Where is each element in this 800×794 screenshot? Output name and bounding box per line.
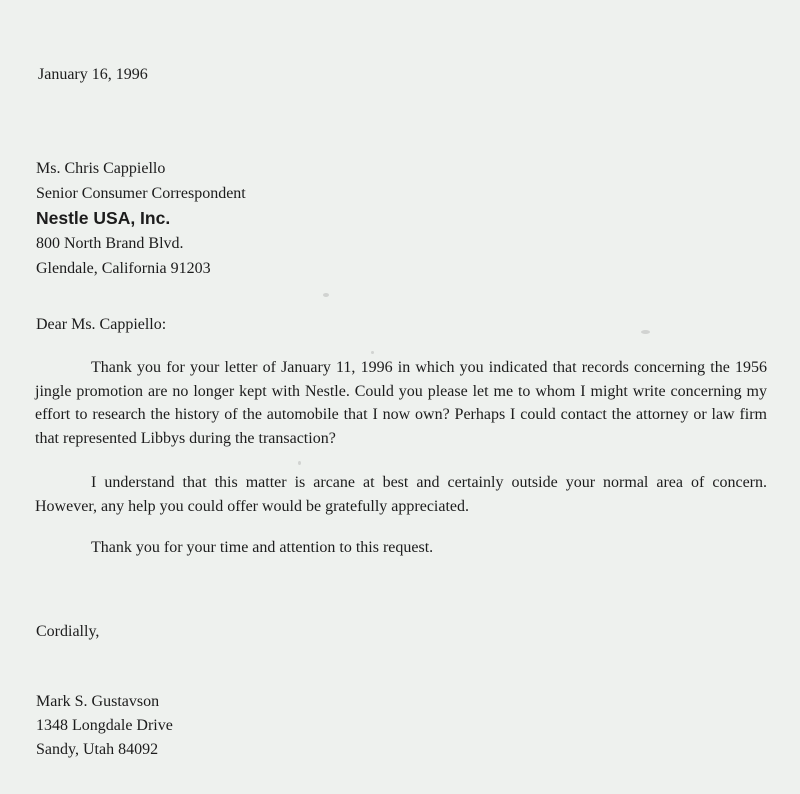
recipient-street: 800 North Brand Blvd.: [36, 235, 184, 252]
body-paragraph-3: Thank you for your time and attention to this request.: [91, 539, 434, 556]
sender-city: Sandy, Utah 84092: [36, 741, 159, 758]
recipient-city: Glendale, California 91203: [36, 260, 211, 277]
sender-address-block: [36, 690, 173, 762]
scan-speck: [323, 293, 329, 297]
body-paragraph-2: I understand that this matter is arcane at best and certainly outside your normal area of concern. However, any help you could offer would be gratefully appreciated.: [35, 474, 767, 515]
sender-name: Mark S. Gustavson: [36, 693, 160, 710]
closing: Cordially,: [36, 623, 100, 640]
recipient-address-block: [36, 156, 246, 281]
body-paragraph-1: Thank you for your letter of January 11, 1996 in which you indicated that records concerning the 1956 jingle promotion are no longer kept with Nestle. Could you please let me to whom I might write concerning my effort to research the history of the automobile that I now own? Perhaps I could contact the attorney or law firm that represented Libbys during the transaction?: [35, 359, 767, 447]
salutation: Dear Ms. Cappiello:: [36, 316, 167, 333]
recipient-name: Ms. Chris Cappiello: [36, 160, 166, 177]
recipient-title: Senior Consumer Correspondent: [36, 185, 246, 202]
recipient-company: Nestle USA, Inc.: [36, 208, 171, 228]
sender-street: 1348 Longdale Drive: [36, 717, 173, 734]
letter-date: January 16, 1996: [38, 66, 148, 83]
scan-speck: [298, 461, 301, 465]
scan-speck: [371, 351, 374, 354]
scan-speck: [641, 330, 650, 334]
